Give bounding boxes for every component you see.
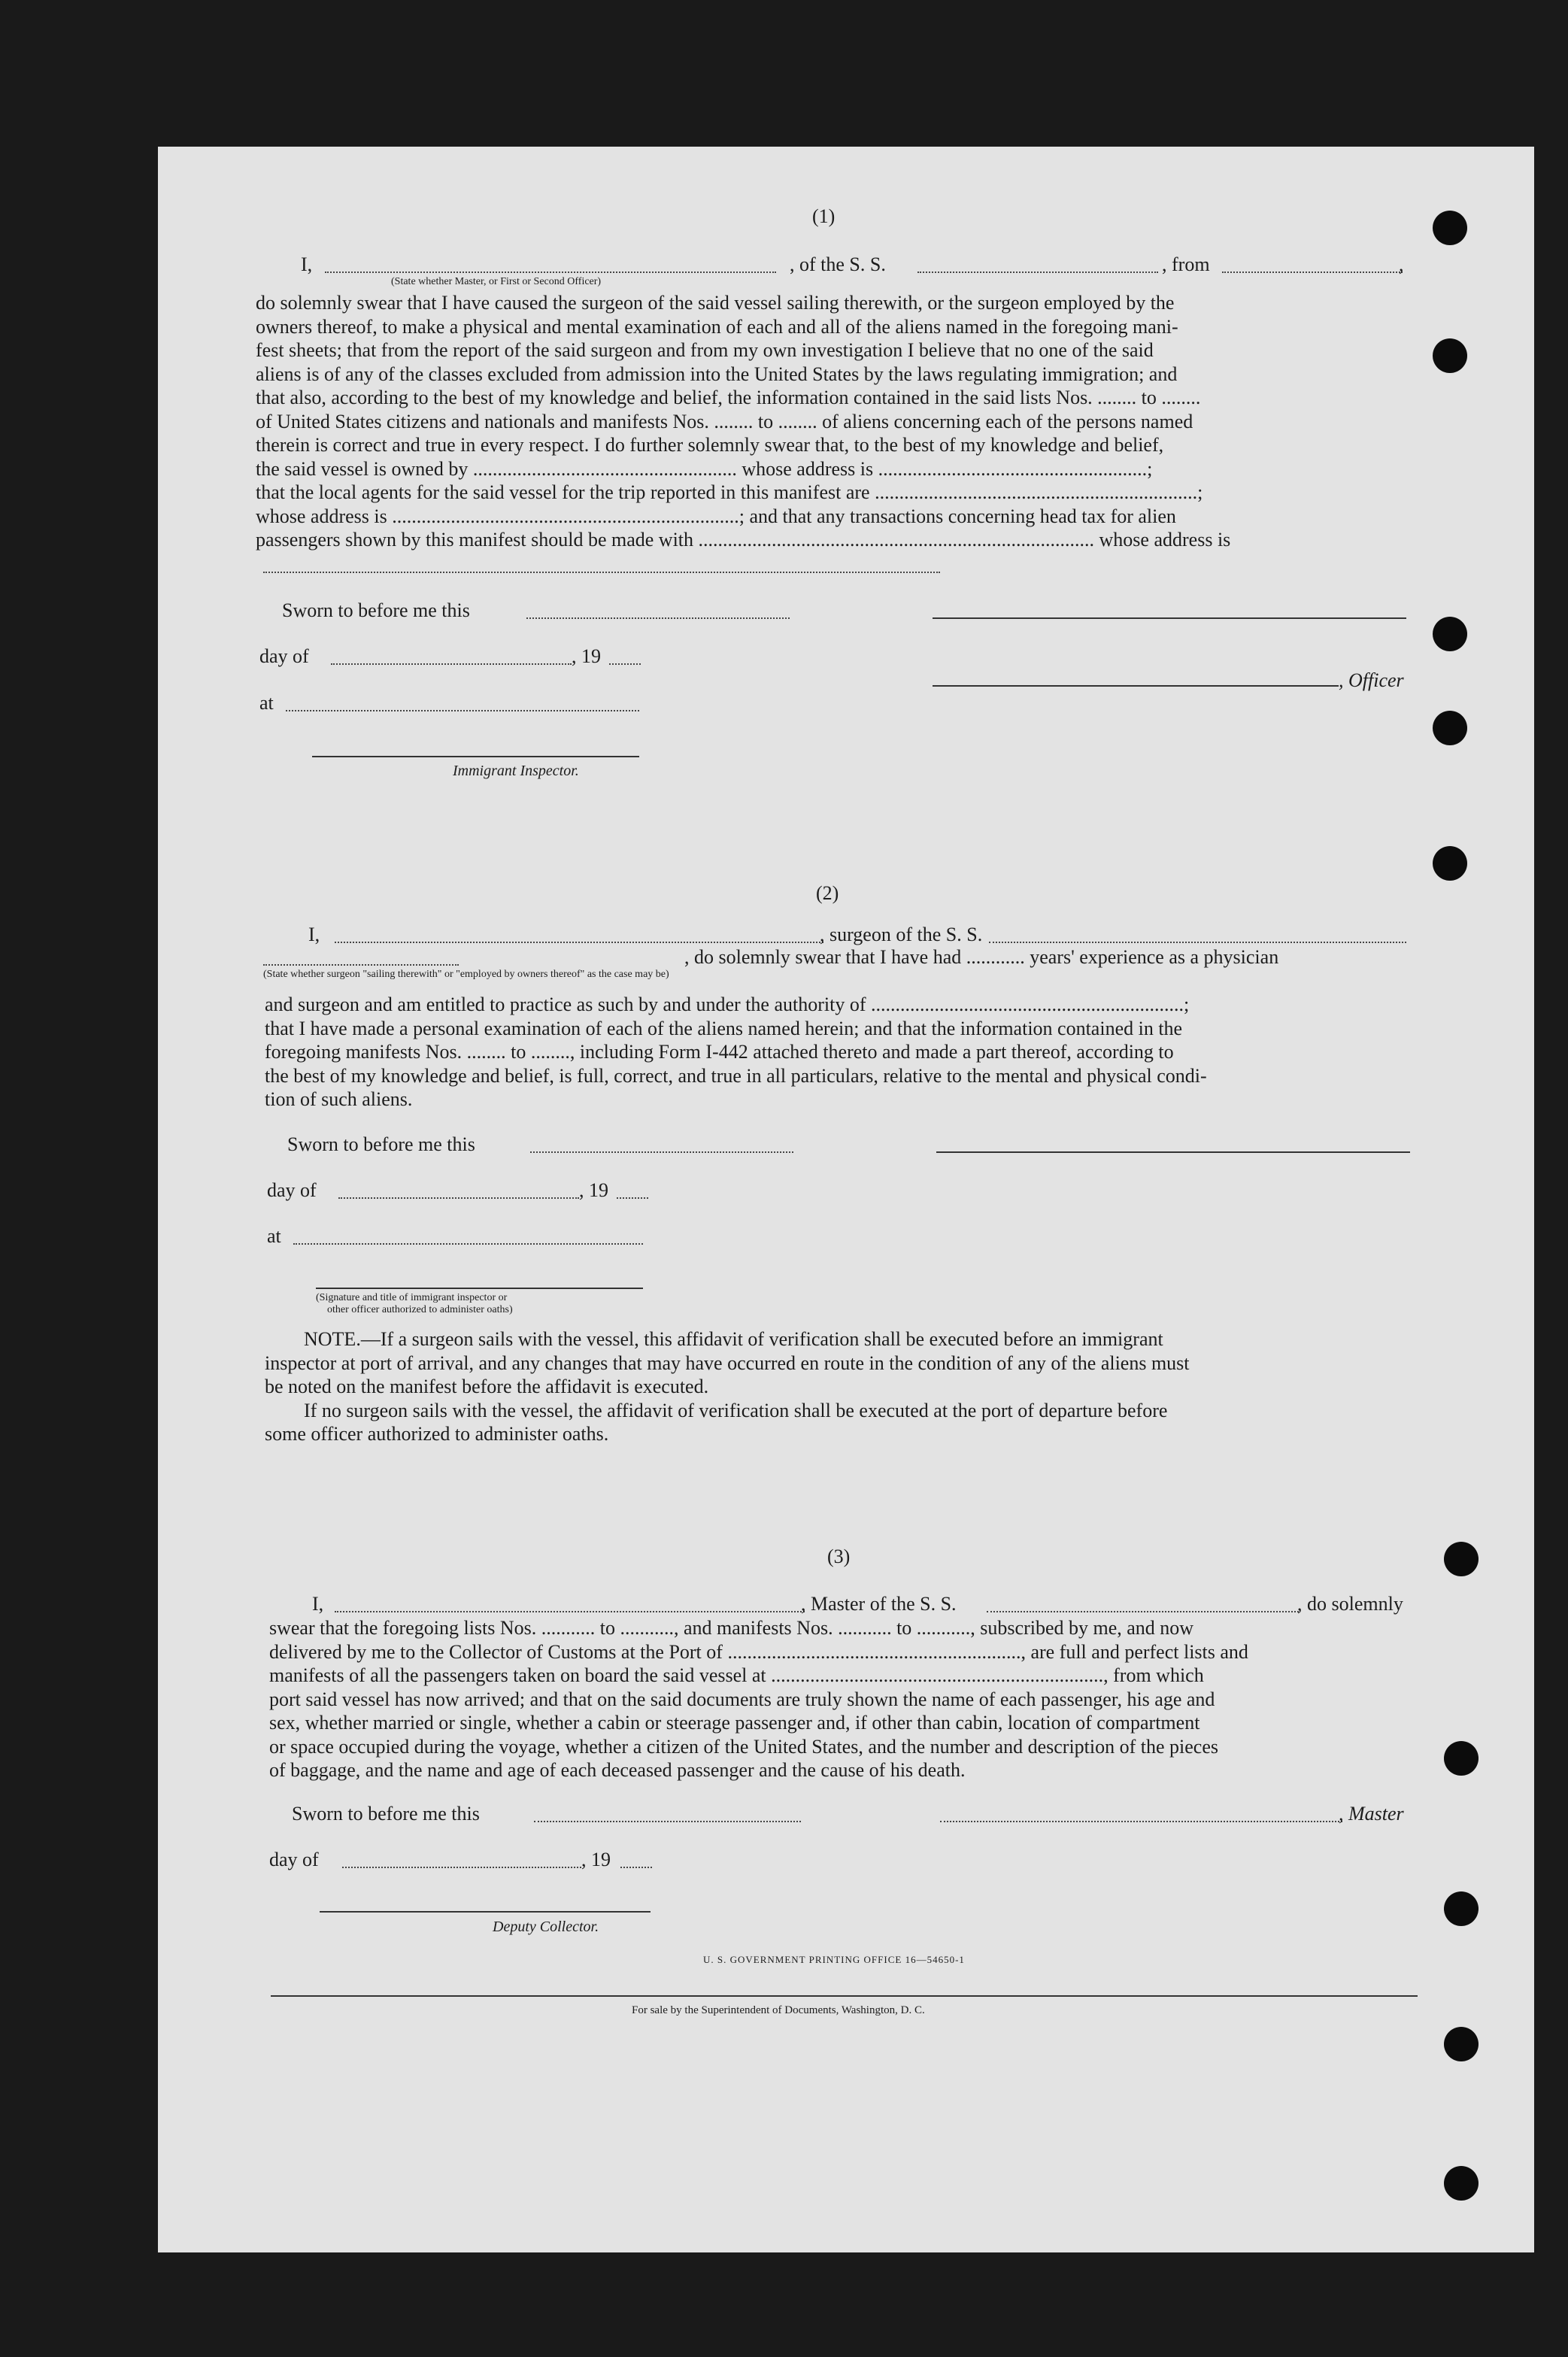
blank-line xyxy=(617,1197,648,1199)
s3-line: of baggage, and the name and age of each deceased passenger and the cause of his death. xyxy=(269,1759,966,1781)
note-line: inspector at port of arrival, and any changes that may have occurred en route in the condition of any of the aliens must xyxy=(265,1351,1190,1374)
master-signature-line xyxy=(940,1821,1342,1822)
inspector-signature-line xyxy=(312,756,639,757)
signature-caption-2: other officer authorized to administer oaths) xyxy=(327,1304,513,1315)
s1-day-of-label: day of xyxy=(259,645,309,667)
s1-line: the said vessel is owned by ...................................................... whose address is .......................................................; xyxy=(256,457,1153,480)
punch-hole xyxy=(1444,2166,1479,2201)
s3-line: or space occupied during the voyage, whether a citizen of the United States, and the number and description of the pieces xyxy=(269,1735,1219,1758)
s2-at-label: at xyxy=(267,1225,281,1247)
s2-line: that I have made a personal examination of each of the aliens named herein; and that the information contained in the xyxy=(265,1017,1183,1039)
blank-line xyxy=(989,942,1406,943)
s1-line: that the local agents for the said vessel for the trip reported in this manifest are ..................................................................; xyxy=(256,481,1203,503)
s1-line: of United States citizens and nationals and manifests Nos. ........ to ........ of aliens concerning each of the persons named xyxy=(256,410,1193,432)
s1-line: whose address is .......................................................................; and that any transactions concerning head tax for alien xyxy=(256,505,1176,527)
s1-address-line xyxy=(263,572,940,573)
blank-line xyxy=(530,1151,793,1153)
deputy-signature-line xyxy=(320,1911,651,1913)
punch-hole xyxy=(1433,338,1467,373)
officer-label: , Officer xyxy=(1339,669,1404,691)
punch-hole xyxy=(1433,846,1467,881)
official-signature-line xyxy=(316,1288,643,1289)
s3-day-of-label: day of xyxy=(269,1849,319,1870)
punch-hole xyxy=(1433,211,1467,245)
blank-line xyxy=(293,1243,643,1245)
form-page xyxy=(158,147,1534,2252)
from-port-line xyxy=(1222,271,1403,273)
s1-line: passengers shown by this manifest should be made with ................................................................................. whose address is xyxy=(256,529,1231,551)
section-1-heading: (1) xyxy=(812,205,836,227)
officer-name-line xyxy=(933,685,1339,687)
s2-i-label: I, xyxy=(308,924,320,945)
s3-solemnly-label: , do solemnly xyxy=(1297,1593,1403,1615)
blank-line xyxy=(342,1867,581,1868)
gpo-imprint: U. S. GOVERNMENT PRINTING OFFICE 16—54650-1 xyxy=(703,1954,965,1965)
s1-sworn-label: Sworn to before me this xyxy=(282,599,470,621)
s1-from-label: , from xyxy=(1162,253,1210,275)
comma: , xyxy=(1399,253,1404,275)
note-line: If no surgeon sails with the vessel, the affidavit of verification shall be executed at the port of departure before xyxy=(304,1399,1168,1421)
blank-line xyxy=(609,663,641,665)
signature-caption-1: (Signature and title of immigrant inspector or xyxy=(316,1292,508,1303)
officer-caption: (State whether Master, or First or Second Officer) xyxy=(391,276,602,287)
section-3-body xyxy=(269,1616,1416,1782)
section-1-body xyxy=(256,291,1406,552)
s2-line: tion of such aliens. xyxy=(265,1088,413,1110)
blank-line xyxy=(620,1867,652,1868)
master-label: , Master xyxy=(1339,1803,1404,1825)
s1-line: owners thereof, to make a physical and mental examination of each and all of the aliens named in the foregoing mani- xyxy=(256,315,1178,338)
s2-day-of-label: day of xyxy=(267,1179,317,1201)
vessel-name-line xyxy=(917,271,1158,273)
blank-line xyxy=(335,1611,805,1612)
blank-line xyxy=(526,617,790,619)
s3-year-label: , 19 xyxy=(581,1849,611,1870)
note-line: some officer authorized to administer oaths. xyxy=(265,1423,609,1445)
surgeon-signature-line xyxy=(936,1151,1410,1153)
s1-line: fest sheets; that from the report of the said surgeon and from my own investigation I believe that no one of the said xyxy=(256,339,1154,361)
s2-year-label: , 19 xyxy=(579,1179,608,1201)
section-2-heading: (2) xyxy=(816,882,839,904)
s3-line: manifests of all the passengers taken on board the said vessel at ...................................................................., from which xyxy=(269,1664,1204,1686)
s1-line: therein is correct and true in every respect. I do further solemnly swear that, to the best of my knowledge and belief, xyxy=(256,434,1164,456)
s3-line: swear that the foregoing lists Nos. ........... to ..........., and manifests Nos. ........... to ..........., subscribed by me, and now xyxy=(269,1617,1194,1639)
s1-line: aliens is of any of the classes excluded from admission into the United States by the laws regulating immigration; and xyxy=(256,362,1178,385)
section-2-body xyxy=(265,993,1412,1112)
blank-line xyxy=(331,663,572,665)
note-line: NOTE.—If a surgeon sails with the vessel, this affidavit of verification shall be executed before an immigrant xyxy=(304,1328,1163,1350)
punch-hole xyxy=(1433,617,1467,651)
footer-rule xyxy=(271,1995,1418,1997)
s3-sworn-label: Sworn to before me this xyxy=(292,1803,480,1825)
s2-line: the best of my knowledge and belief, is full, correct, and true in all particulars, relative to the mental and physical condi- xyxy=(265,1064,1207,1087)
s3-master-of-label: , Master of the S. S. xyxy=(801,1593,957,1615)
officer-rank-line xyxy=(325,271,776,273)
blank-line xyxy=(534,1821,801,1822)
s1-line: that also, according to the best of my knowledge and belief, the information contained in the said lists Nos. ........ to ........ xyxy=(256,387,1201,408)
s2-sworn-label: Sworn to before me this xyxy=(287,1133,475,1155)
s2-line: foregoing manifests Nos. ........ to ........, including Form I-442 attached thereto and made a part thereof, according to xyxy=(265,1041,1174,1063)
s3-line: delivered by me to the Collector of Customs at the Port of ............................................................, are full and perfect lists and xyxy=(269,1640,1248,1663)
s1-line: do solemnly swear that I have caused the surgeon of the said vessel sailing therewith, or the surgeon employed by the xyxy=(256,292,1175,314)
blank-line xyxy=(263,964,459,966)
section-3-heading: (3) xyxy=(827,1546,851,1567)
s2-surgeon-of-label: , surgeon of the S. S. xyxy=(820,924,983,945)
punch-hole xyxy=(1444,1891,1479,1926)
blank-line xyxy=(987,1611,1299,1612)
s3-line: sex, whether married or single, whether a cabin or steerage passenger and, if other than cabin, location of compartment xyxy=(269,1712,1200,1734)
s3-i-label: I, xyxy=(312,1593,324,1615)
punch-hole xyxy=(1444,1741,1479,1776)
officer-signature-line xyxy=(933,617,1406,619)
note-line: be noted on the manifest before the affidavit is executed. xyxy=(265,1376,709,1397)
s2-swear-line: , do solemnly swear that I have had ............ years' experience as a physician xyxy=(684,946,1279,968)
s2-line: and surgeon and am entitled to practice as such by and under the authority of ................................................................; xyxy=(265,993,1190,1015)
blank-line xyxy=(335,942,823,943)
deputy-label: Deputy Collector. xyxy=(493,1919,599,1935)
sale-notice: For sale by the Superintendent of Documents, Washington, D. C. xyxy=(632,2004,925,2016)
s1-at-label: at xyxy=(259,692,274,714)
punch-hole xyxy=(1433,711,1467,745)
s1-i-label: I, xyxy=(301,253,313,275)
blank-line xyxy=(286,710,639,711)
s1-of-ss-label: , of the S. S. xyxy=(790,253,886,275)
blank-line xyxy=(338,1197,579,1199)
s1-year-label: , 19 xyxy=(572,645,601,667)
surgeon-caption: (State whether surgeon "sailing therewith" or "employed by owners thereof" as the case may be) xyxy=(263,969,669,980)
punch-hole xyxy=(1444,2027,1479,2061)
punch-hole xyxy=(1444,1542,1479,1576)
surgeon-note xyxy=(265,1327,1412,1446)
s3-line: port said vessel has now arrived; and that on the said documents are truly shown the name of each passenger, his age and xyxy=(269,1688,1215,1710)
inspector-label: Immigrant Inspector. xyxy=(453,763,579,779)
